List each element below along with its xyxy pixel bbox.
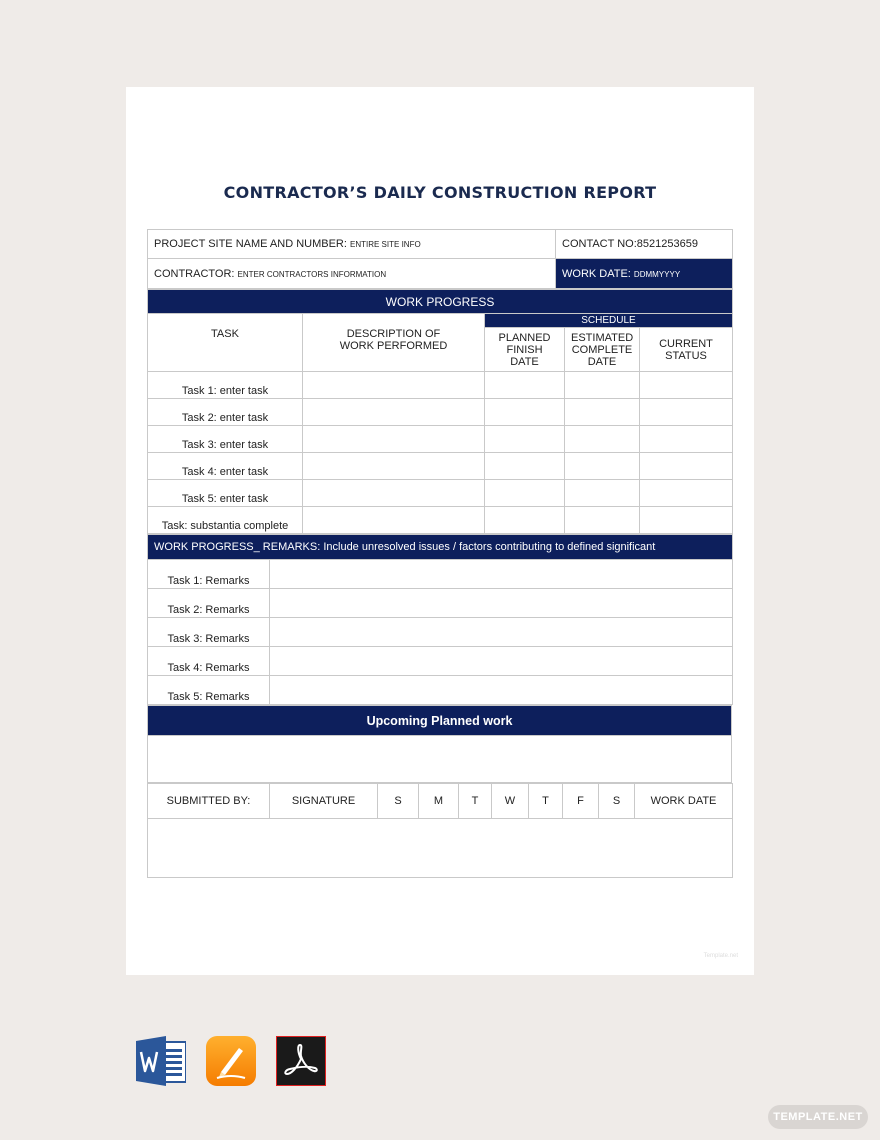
day-wednesday[interactable]: W: [492, 784, 529, 819]
table-row: [148, 426, 733, 453]
remarks-table: [147, 534, 733, 705]
table-row: [148, 618, 733, 647]
task-cell[interactable]: Task 5: enter task: [148, 480, 303, 507]
table-row: [148, 372, 733, 399]
table-row: [148, 507, 733, 534]
remark-label-cell: Task 5: Remarks: [148, 676, 270, 705]
description-cell[interactable]: [303, 372, 485, 399]
estimated-cell[interactable]: [565, 399, 640, 426]
status-cell[interactable]: [640, 372, 733, 399]
remarks-header-text: Include unresolved issues / factors contributing to defined significant: [323, 541, 656, 553]
project-label: PROJECT SITE NAME AND NUMBER:: [154, 238, 347, 250]
contact-label: CONTACT NO:: [562, 238, 637, 250]
planned-cell[interactable]: [485, 372, 565, 399]
contact-cell[interactable]: [556, 230, 733, 259]
workdate-label: WORK DATE:: [562, 267, 631, 280]
description-cell[interactable]: [303, 453, 485, 480]
remark-value-cell[interactable]: [270, 589, 733, 618]
remark-label-cell: Task 3: Remarks: [148, 618, 270, 647]
planned-cell[interactable]: [485, 480, 565, 507]
estimated-cell[interactable]: [565, 426, 640, 453]
day-sunday[interactable]: S: [378, 784, 419, 819]
task-cell[interactable]: Task 2: enter task: [148, 399, 303, 426]
remark-value-cell[interactable]: [270, 676, 733, 705]
day-monday[interactable]: M: [419, 784, 459, 819]
workdate-cell[interactable]: [556, 259, 733, 289]
estimated-cell[interactable]: [565, 453, 640, 480]
task-cell[interactable]: Task 3: enter task: [148, 426, 303, 453]
status-cell[interactable]: [640, 399, 733, 426]
day-thursday[interactable]: T: [529, 784, 563, 819]
day-friday[interactable]: F: [563, 784, 599, 819]
table-row: [148, 676, 733, 705]
remarks-header-label: WORK PROGRESS_ REMARKS:: [154, 541, 321, 553]
remark-label-cell: Task 1: Remarks: [148, 560, 270, 589]
planned-cell[interactable]: [485, 426, 565, 453]
upcoming-table: [147, 705, 732, 783]
template-watermark: TEMPLATE.NET: [768, 1105, 868, 1129]
table-row: [148, 647, 733, 676]
description-cell[interactable]: [303, 399, 485, 426]
planned-cell[interactable]: [485, 453, 565, 480]
workdate-value: DDMMYYYY: [633, 269, 681, 279]
status-cell[interactable]: [640, 480, 733, 507]
document-page: [126, 87, 754, 975]
status-column-header: CURRENT STATUS: [640, 328, 733, 372]
upcoming-header: Upcoming Planned work: [148, 706, 732, 736]
contractor-cell[interactable]: [148, 259, 556, 289]
estimated-cell[interactable]: [565, 507, 640, 534]
remark-value-cell[interactable]: [270, 560, 733, 589]
table-row: [148, 480, 733, 507]
remark-label-cell: Task 4: Remarks: [148, 647, 270, 676]
task-column-header: TASK: [148, 314, 303, 372]
signature-label: SIGNATURE: [270, 784, 378, 819]
upcoming-content-cell[interactable]: [148, 736, 732, 783]
remarks-header: [148, 535, 733, 560]
estimated-column-header: ESTIMATED COMPLETE DATE: [565, 328, 640, 372]
table-row: [148, 453, 733, 480]
estimated-cell[interactable]: [565, 372, 640, 399]
header-info-table: [147, 229, 733, 289]
table-row: [148, 589, 733, 618]
table-row: [148, 399, 733, 426]
status-cell[interactable]: [640, 507, 733, 534]
report-form: [147, 229, 732, 878]
remark-label-cell: Task 2: Remarks: [148, 589, 270, 618]
remark-value-cell[interactable]: [270, 618, 733, 647]
pages-icon[interactable]: [206, 1036, 256, 1086]
remark-value-cell[interactable]: [270, 647, 733, 676]
planned-cell[interactable]: [485, 399, 565, 426]
day-saturday[interactable]: S: [599, 784, 635, 819]
document-title: CONTRACTOR’S DAILY CONSTRUCTION REPORT: [223, 183, 657, 202]
status-cell[interactable]: [640, 453, 733, 480]
work-date-label: WORK DATE: [635, 784, 733, 819]
planned-column-header: PLANNED FINISH DATE: [485, 328, 565, 372]
estimated-cell[interactable]: [565, 480, 640, 507]
day-tuesday[interactable]: T: [459, 784, 492, 819]
planned-cell[interactable]: [485, 507, 565, 534]
work-progress-header: WORK PROGRESS: [148, 290, 733, 314]
contact-value: 8521253659: [636, 238, 698, 250]
contractor-label: CONTRACTOR:: [154, 267, 235, 280]
submission-table: [147, 783, 733, 878]
task-cell[interactable]: Task 1: enter task: [148, 372, 303, 399]
task-cell[interactable]: Task: substantia complete: [148, 507, 303, 534]
description-column-header: DESCRIPTION OF WORK PERFORMED: [303, 314, 485, 372]
table-row: [148, 560, 733, 589]
contractor-value: ENTER CONTRACTORS INFORMATION: [237, 269, 387, 279]
submitted-by-label: SUBMITTED BY:: [148, 784, 270, 819]
pdf-icon[interactable]: [276, 1036, 326, 1086]
project-cell[interactable]: [148, 230, 556, 259]
status-cell[interactable]: [640, 426, 733, 453]
project-value: ENTIRE SITE INFO: [350, 240, 421, 249]
task-cell[interactable]: Task 4: enter task: [148, 453, 303, 480]
description-cell[interactable]: [303, 507, 485, 534]
description-cell[interactable]: [303, 480, 485, 507]
work-progress-table: [147, 289, 733, 534]
page-watermark: Template.net: [703, 953, 738, 959]
schedule-header: SCHEDULE: [485, 314, 733, 328]
word-icon[interactable]: [136, 1036, 186, 1086]
description-cell[interactable]: [303, 426, 485, 453]
submission-content-cell[interactable]: [148, 819, 733, 878]
